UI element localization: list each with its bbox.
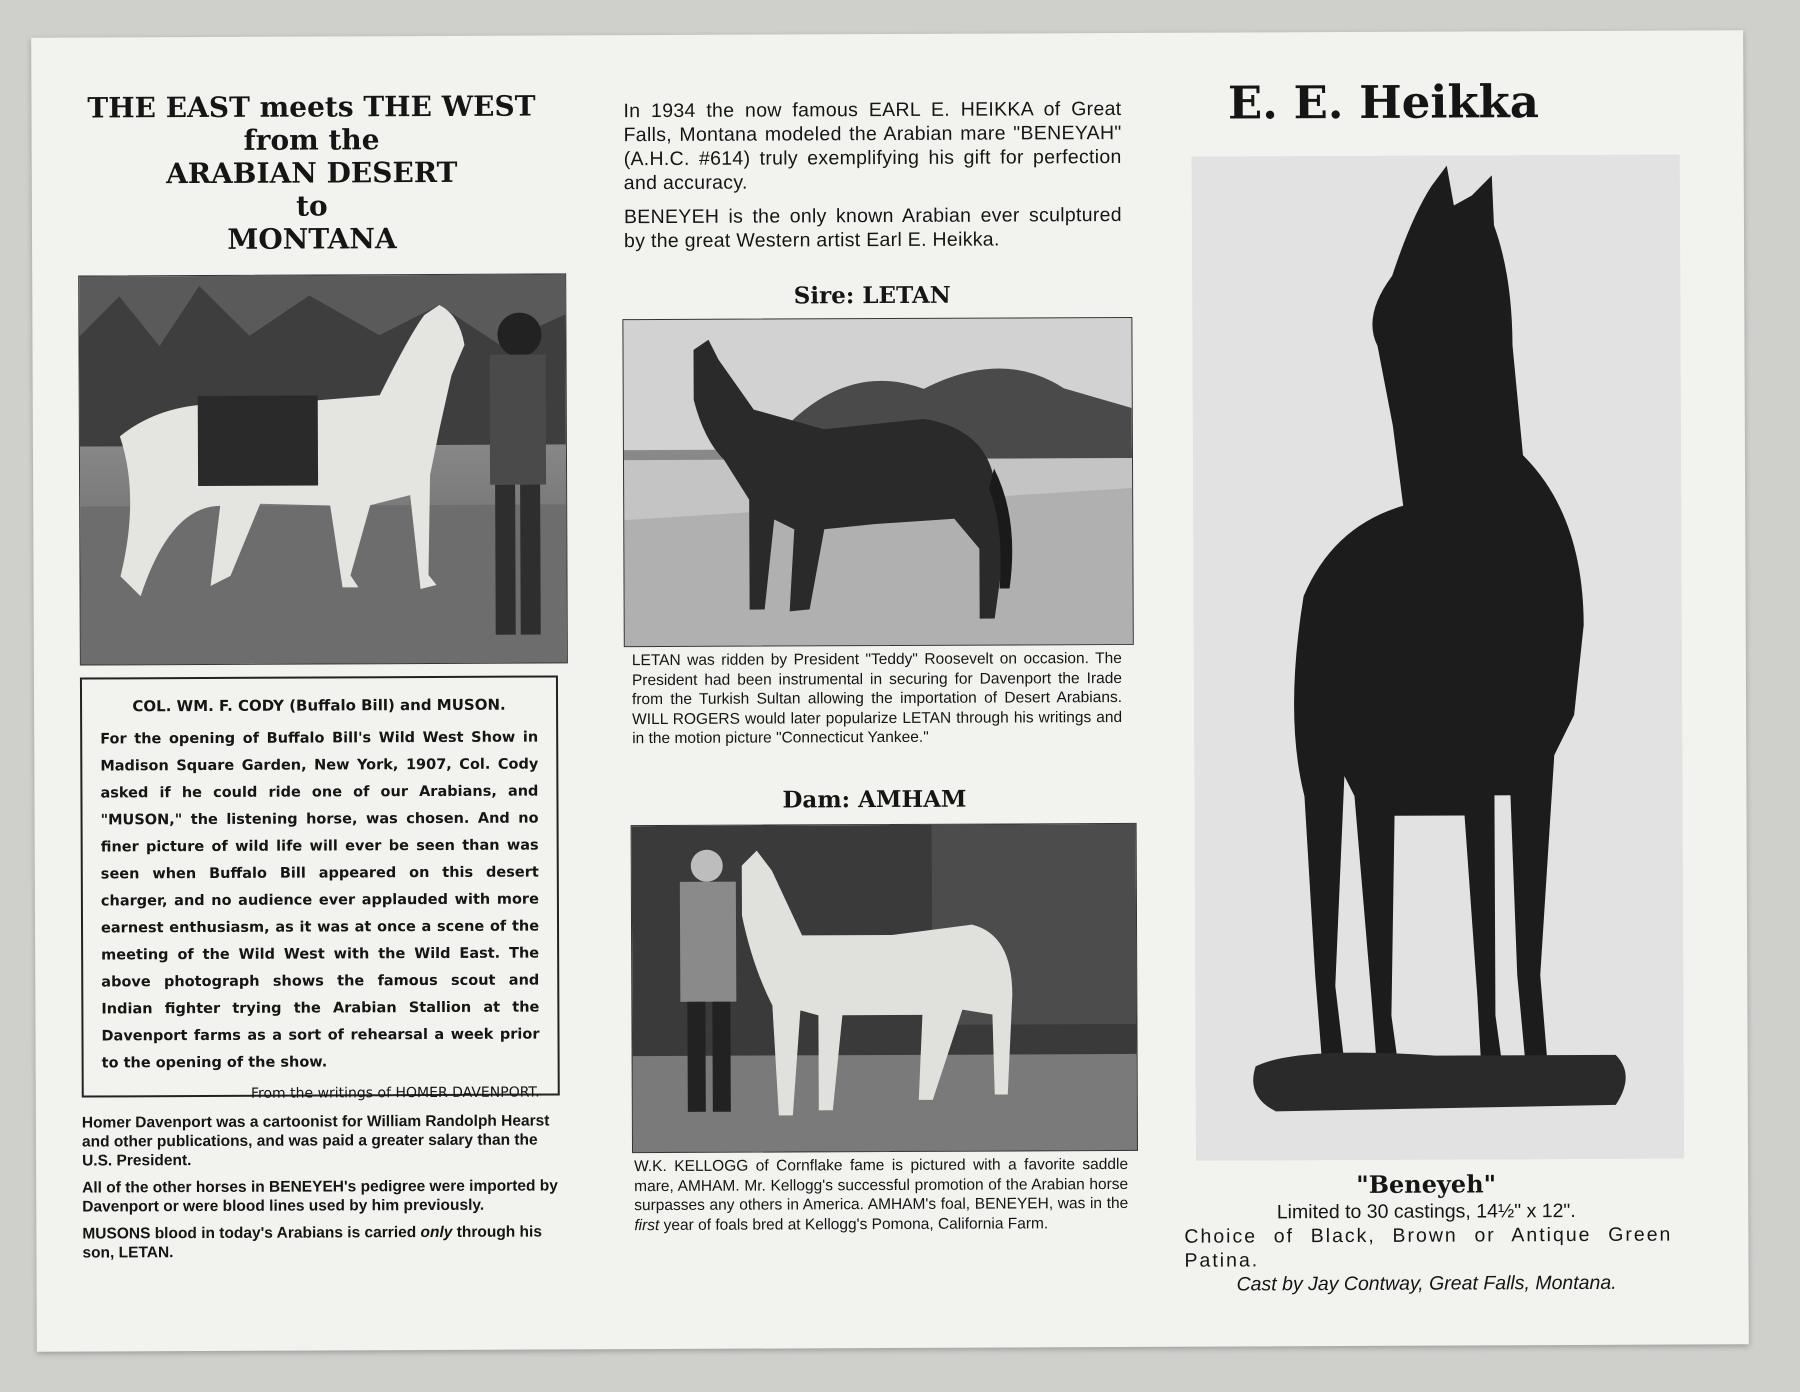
heading-line: MONTANA: [227, 222, 397, 256]
cast-by-credit: Cast by Jay Contway, Great Falls, Montana.: [1236, 1271, 1617, 1296]
amham-caption: W.K. KELLOGG of Cornflake fame is pictured with a favorite saddle mare, AMHAM. Mr. Kellogg's successful promotion of the Arabian horse surpasses any others in America. AMHAM's foal, BENEYEH, was in the first year of foals bred at Kellogg's Pomona, California Farm.: [634, 1155, 1129, 1234]
cody-muson-photo: [78, 273, 568, 665]
note-muson-blood: MUSONS blood in today's Arabians is carried only through his son, LETAN.: [82, 1223, 542, 1262]
patina-choices: Choice of Black, Brown or Antique Green Patina.: [1184, 1223, 1673, 1272]
intro-text: [623, 97, 1122, 263]
cody-caption-box: [80, 675, 560, 1102]
letan-caption: LETAN was ridden by President "Teddy" Roosevelt on occasion. The President had been instrumental in securing for Davenport the Irade from the Turkish Sultan allowing the importation of Desert Arabians. WILL ROGERS would later popularize LETAN through his writings and in the motion picture "Connecticut Yankee.": [631, 649, 1123, 748]
heading-line: ARABIAN DESERT: [165, 155, 458, 191]
sculpture-title: "Beneyeh": [1356, 1169, 1497, 1199]
davenport-notes: [82, 1111, 571, 1270]
cody-caption-source: From the writings of HOMER DAVENPORT.: [250, 1084, 540, 1102]
flyer-sheet: [31, 30, 1749, 1351]
cody-caption-body: For the opening of Buffalo Bill's Wild West Show in Madison Square Garden, New York, 1907, Col. Cody asked if he could ride one of our Arabians, and "MUSON," the listening horse, was chosen. And no finer picture of wild life will ever be seen than was seen when Buffalo Bill appeared on this desert charger, and no audience ever applauded with more earnest enthusiasm, as it was at once a scene of the meeting of the Wild West with the Wild East. The above photograph shows the famous scout and Indian fighter trying the Arabian Stallion at the Davenport farms as a sort of rehearsal a week prior to the opening of the show.: [100, 729, 540, 1072]
cody-muson-illustration: [79, 274, 567, 664]
sire-heading: Sire: LETAN: [793, 281, 951, 310]
dam-heading: Dam: AMHAM: [782, 785, 967, 814]
heading-line: THE EAST meets THE WEST: [87, 89, 536, 125]
intro-paragraph-beneyeh: BENEYEH is the only known Arabian ever sculptured by the great Western artist Earl E. Heikka.: [623, 203, 1122, 253]
beneyeh-sculpture-photo: [1192, 155, 1684, 1161]
letan-photo: [622, 317, 1133, 647]
artist-title: E. E. Heikka: [1227, 75, 1540, 130]
amham-photo: [631, 823, 1138, 1153]
castings-limit: Limited to 30 castings, 14½" x 12".: [1276, 1200, 1576, 1224]
intro-paragraph-heikka: In 1934 the now famous EARL E. HEIKKA of Great Falls, Montana modeled the Arabian mare "BENEYAH" (A.H.C. #614) truly exemplifying his gift for perfection and accuracy.: [623, 97, 1122, 195]
cody-caption-title: COL. WM. F. CODY (Buffalo Bill) and MUSON.: [132, 695, 506, 716]
amham-illustration: [632, 824, 1137, 1152]
note-cartoonist: Homer Davenport was a cartoonist for William Randolph Hearst and other publications, and was paid a greater salary than the U.S. President.: [81, 1112, 550, 1170]
heading-line: to: [295, 189, 328, 223]
note-pedigree: All of the other horses in BENEYEH's pedigree were imported by Davenport or were blood lines used by him previously.: [82, 1177, 558, 1216]
beneyeh-sculpture-illustration: [1192, 155, 1684, 1161]
letan-illustration: [623, 318, 1132, 646]
heading-line: from the: [243, 123, 380, 157]
east-meets-west-heading: [61, 89, 562, 256]
